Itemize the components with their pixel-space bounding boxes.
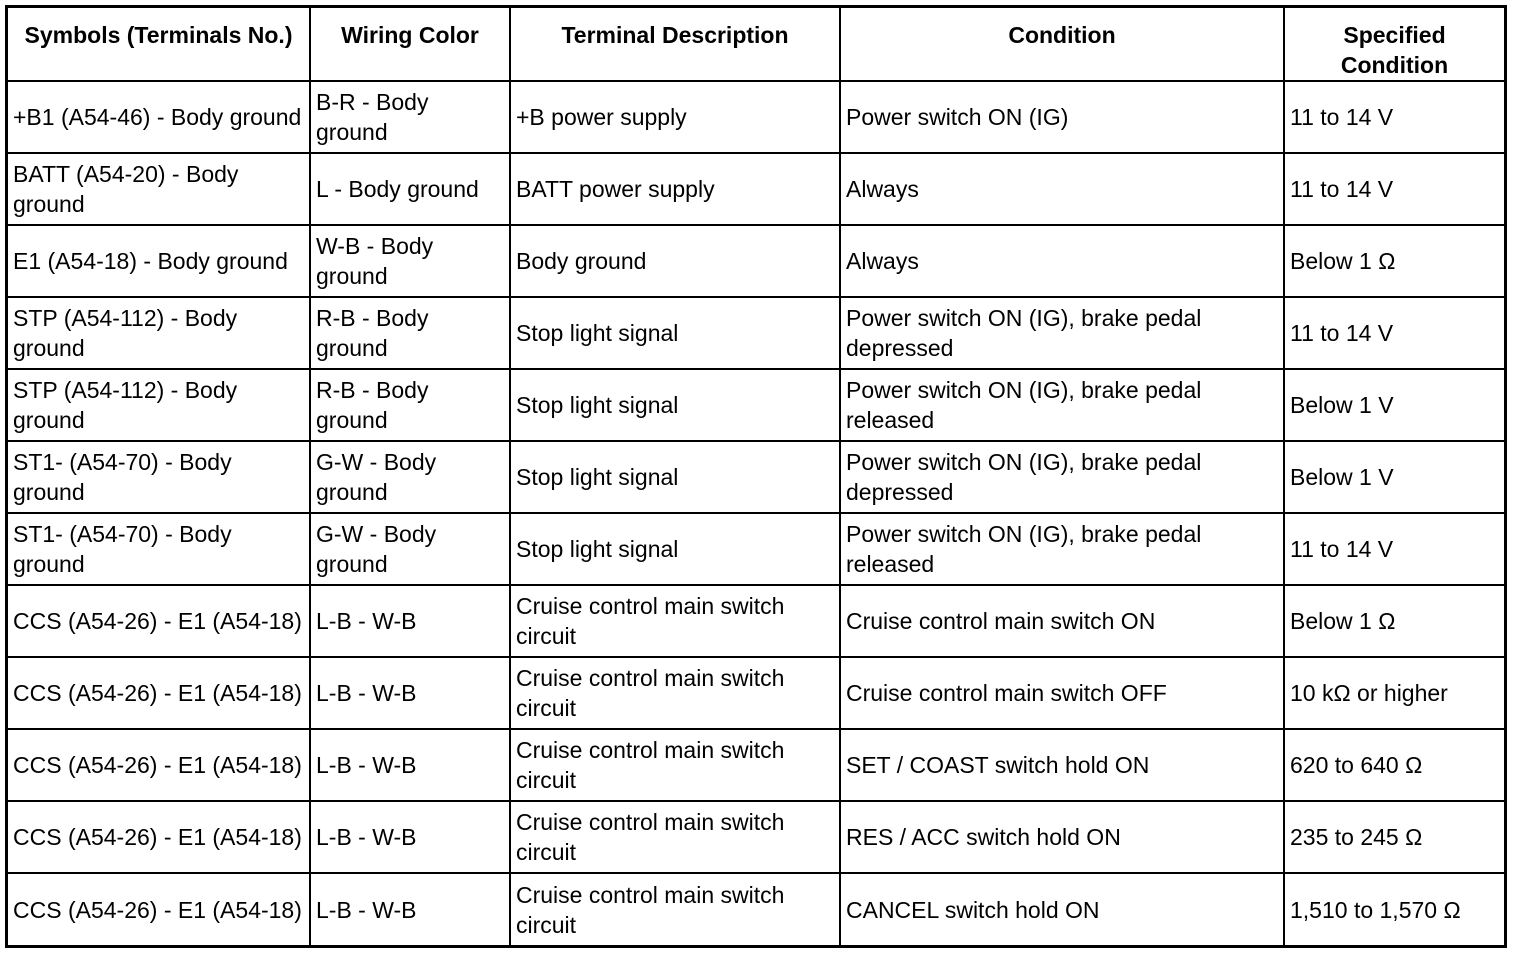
- header-wiring-color: Wiring Color: [310, 8, 510, 81]
- cell-terminal-description: Stop light signal: [510, 297, 840, 369]
- cell-condition: Power switch ON (IG), brake pedal depressed: [840, 441, 1284, 513]
- table-row: [8, 801, 1504, 873]
- cell-wiring-color: W-B - Body ground: [310, 225, 510, 297]
- cell-condition: Power switch ON (IG), brake pedal depressed: [840, 297, 1284, 369]
- cell-symbols: CCS (A54-26) - E1 (A54-18): [8, 873, 310, 945]
- cell-wiring-color: L-B - W-B: [310, 801, 510, 873]
- cell-condition: SET / COAST switch hold ON: [840, 729, 1284, 801]
- cell-wiring-color: B-R - Body ground: [310, 81, 510, 153]
- cell-condition: Always: [840, 153, 1284, 225]
- cell-condition: CANCEL switch hold ON: [840, 873, 1284, 945]
- cell-specified-condition: Below 1 V: [1284, 441, 1504, 513]
- cell-wiring-color: G-W - Body ground: [310, 513, 510, 585]
- cell-symbols: ST1- (A54-70) - Body ground: [8, 441, 310, 513]
- cell-condition: Power switch ON (IG): [840, 81, 1284, 153]
- terminal-spec-table: [8, 8, 1504, 945]
- cell-condition: Power switch ON (IG), brake pedal released: [840, 513, 1284, 585]
- cell-terminal-description: Cruise control main switch circuit: [510, 657, 840, 729]
- header-condition: Condition: [840, 8, 1284, 81]
- cell-terminal-description: Body ground: [510, 225, 840, 297]
- cell-wiring-color: L - Body ground: [310, 153, 510, 225]
- table-row: [8, 369, 1504, 441]
- cell-terminal-description: BATT power supply: [510, 153, 840, 225]
- header-symbols: Symbols (Terminals No.): [8, 8, 310, 81]
- cell-specified-condition: 235 to 245 Ω: [1284, 801, 1504, 873]
- cell-symbols: CCS (A54-26) - E1 (A54-18): [8, 657, 310, 729]
- cell-specified-condition: 11 to 14 V: [1284, 153, 1504, 225]
- cell-symbols: ST1- (A54-70) - Body ground: [8, 513, 310, 585]
- cell-wiring-color: R-B - Body ground: [310, 297, 510, 369]
- table-row: [8, 585, 1504, 657]
- cell-terminal-description: Cruise control main switch circuit: [510, 873, 840, 945]
- terminal-spec-table-container: [5, 5, 1507, 948]
- cell-terminal-description: Stop light signal: [510, 369, 840, 441]
- cell-symbols: CCS (A54-26) - E1 (A54-18): [8, 585, 310, 657]
- cell-wiring-color: L-B - W-B: [310, 873, 510, 945]
- table-row: [8, 513, 1504, 585]
- cell-specified-condition: 1,510 to 1,570 Ω: [1284, 873, 1504, 945]
- cell-specified-condition: Below 1 Ω: [1284, 585, 1504, 657]
- cell-condition: RES / ACC switch hold ON: [840, 801, 1284, 873]
- table-header-row: [8, 8, 1504, 81]
- table-row: [8, 657, 1504, 729]
- cell-symbols: CCS (A54-26) - E1 (A54-18): [8, 801, 310, 873]
- table-row: [8, 873, 1504, 945]
- cell-symbols: STP (A54-112) - Body ground: [8, 369, 310, 441]
- cell-symbols: STP (A54-112) - Body ground: [8, 297, 310, 369]
- table-row: [8, 729, 1504, 801]
- cell-terminal-description: Cruise control main switch circuit: [510, 801, 840, 873]
- cell-symbols: +B1 (A54-46) - Body ground: [8, 81, 310, 153]
- cell-specified-condition: 620 to 640 Ω: [1284, 729, 1504, 801]
- cell-symbols: BATT (A54-20) - Body ground: [8, 153, 310, 225]
- cell-condition: Always: [840, 225, 1284, 297]
- cell-specified-condition: Below 1 V: [1284, 369, 1504, 441]
- cell-terminal-description: Cruise control main switch circuit: [510, 585, 840, 657]
- cell-symbols: E1 (A54-18) - Body ground: [8, 225, 310, 297]
- cell-terminal-description: Cruise control main switch circuit: [510, 729, 840, 801]
- cell-terminal-description: Stop light signal: [510, 441, 840, 513]
- table-row: [8, 81, 1504, 153]
- cell-wiring-color: L-B - W-B: [310, 657, 510, 729]
- cell-wiring-color: G-W - Body ground: [310, 441, 510, 513]
- cell-wiring-color: L-B - W-B: [310, 585, 510, 657]
- table-row: [8, 225, 1504, 297]
- cell-wiring-color: L-B - W-B: [310, 729, 510, 801]
- cell-condition: Power switch ON (IG), brake pedal released: [840, 369, 1284, 441]
- cell-specified-condition: 11 to 14 V: [1284, 513, 1504, 585]
- table-row: [8, 297, 1504, 369]
- cell-specified-condition: 11 to 14 V: [1284, 297, 1504, 369]
- cell-terminal-description: Stop light signal: [510, 513, 840, 585]
- cell-specified-condition: 10 kΩ or higher: [1284, 657, 1504, 729]
- table-row: [8, 153, 1504, 225]
- table-row: [8, 441, 1504, 513]
- cell-wiring-color: R-B - Body ground: [310, 369, 510, 441]
- cell-terminal-description: +B power supply: [510, 81, 840, 153]
- cell-symbols: CCS (A54-26) - E1 (A54-18): [8, 729, 310, 801]
- cell-condition: Cruise control main switch OFF: [840, 657, 1284, 729]
- cell-condition: Cruise control main switch ON: [840, 585, 1284, 657]
- cell-specified-condition: Below 1 Ω: [1284, 225, 1504, 297]
- header-terminal-description: Terminal Description: [510, 8, 840, 81]
- cell-specified-condition: 11 to 14 V: [1284, 81, 1504, 153]
- header-specified-condition: Specified Condition: [1284, 8, 1504, 81]
